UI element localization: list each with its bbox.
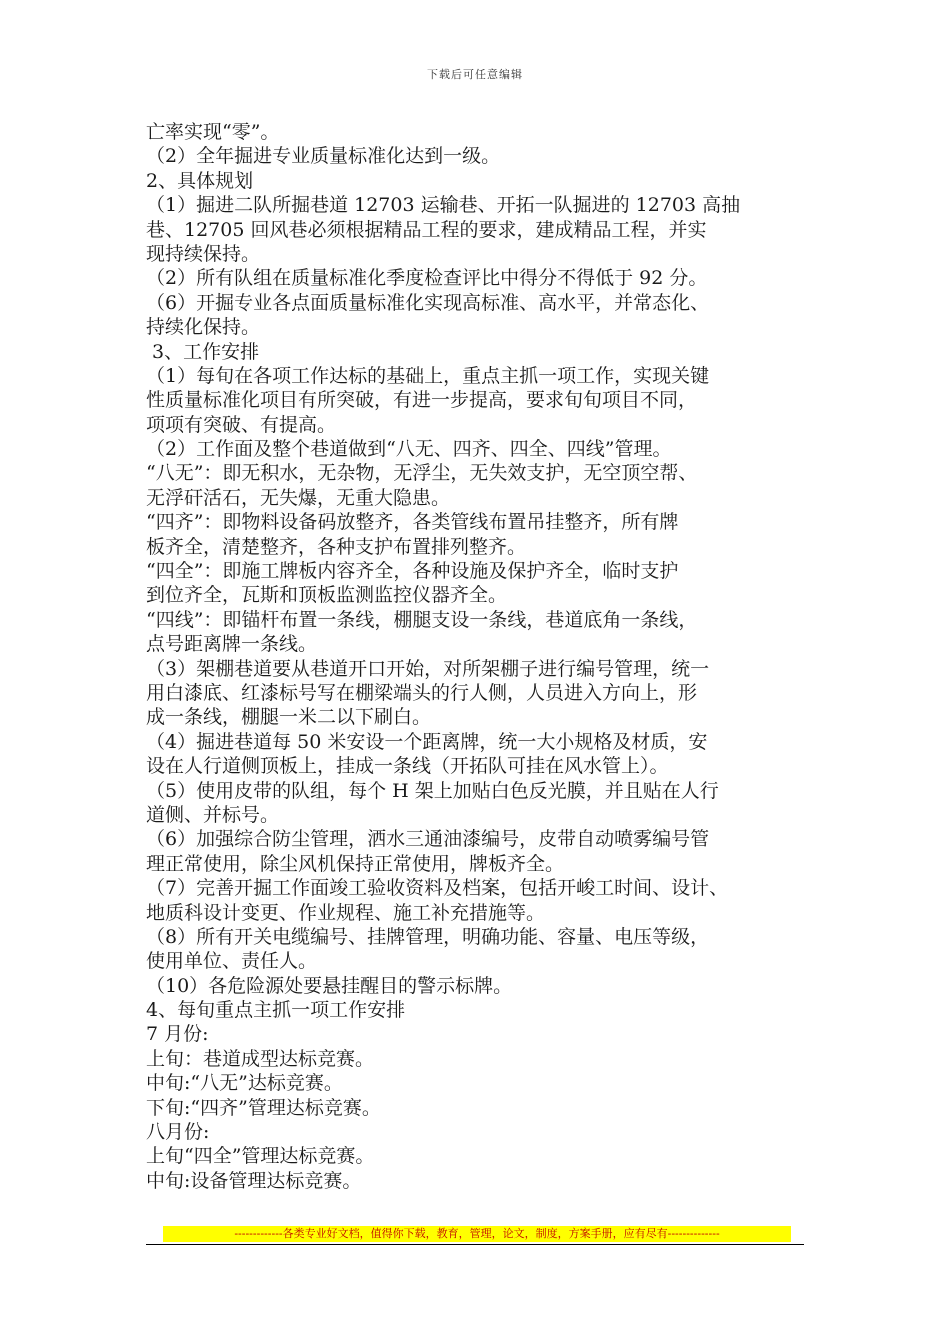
text-line: 项项有突破、有提高。 xyxy=(146,413,337,436)
text-line: 7 月份: xyxy=(146,1023,209,1046)
text-line: 中旬:“八无”达标竞赛。 xyxy=(146,1072,343,1095)
text-line: 现持续保持。 xyxy=(146,242,261,265)
header-note: 下载后可任意编辑 xyxy=(427,68,523,81)
text-line: （1）每旬在各项工作达标的基础上，重点主抓一项工作，实现关键 xyxy=(146,364,710,387)
text-line: “四线”：即锚杆布置一条线，棚腿支设一条线，巷道底角一条线， xyxy=(146,608,698,631)
text-line: 点号距离牌一条线。 xyxy=(146,633,318,656)
text-line: 巷、12705 回风巷必须根据精品工程的要求，建成精品工程，并实 xyxy=(146,218,707,241)
text-line: 成一条线，棚腿一米二以下刷白。 xyxy=(146,706,432,729)
text-line: 用白漆底、红漆标号写在棚梁端头的行人侧，人员进入方向上，形 xyxy=(146,681,698,704)
text-line: （2）工作面及整个巷道做到“八无、四齐、四全、四线”管理。 xyxy=(146,438,672,461)
text-line: 持续化保持。 xyxy=(146,316,261,339)
footer-rule xyxy=(146,1244,804,1245)
text-line: 无浮矸活石，无失爆，无重大隐患。 xyxy=(146,486,451,509)
text-line: 性质量标准化项目有所突破，有进一步提高，要求旬旬项目不同， xyxy=(146,389,698,412)
text-line: 设在人行道侧顶板上，挂成一条线（开拓队可挂在风水管上）。 xyxy=(146,755,669,778)
text-line: 中旬:设备管理达标竞赛。 xyxy=(146,1169,362,1192)
text-line: （2）所有队组在质量标准化季度检查评比中得分不得低于 92 分。 xyxy=(146,267,708,290)
text-line: （3）架棚巷道要从巷道开口开始，对所架棚子进行编号管理，统一 xyxy=(146,657,710,680)
text-line: 4、每旬重点主抓一项工作安排 xyxy=(146,999,406,1022)
text-line: “四全”：即施工牌板内容齐全，各种设施及保护齐全，临时支护 xyxy=(146,560,679,583)
text-line: 理正常使用，除尘风机保持正常使用，牌板齐全。 xyxy=(146,852,565,875)
text-line: 地质科设计变更、作业规程、施工补充措施等。 xyxy=(146,901,546,924)
text-line: 上旬：巷道成型达标竞赛。 xyxy=(146,1047,375,1070)
text-line: 2、具体规划 xyxy=(146,169,254,192)
text-line: 板齐全，清楚整齐，各种支护布置排列整齐。 xyxy=(146,535,527,558)
footer-banner: -------------各类专业好文档，值得你下载，教育，管理，论文，制度，方案手册，应有尽有-------------- xyxy=(163,1226,791,1242)
text-line: 亡率实现“零”。 xyxy=(146,121,280,143)
text-line: 道侧、并标号。 xyxy=(146,803,280,826)
text-line: （2）全年掘进专业质量标准化达到一级。 xyxy=(146,145,501,168)
text-line: （5）使用皮带的队组，每个 H 架上加贴白色反光膜，并且贴在人行 xyxy=(146,779,719,802)
text-line: （8）所有开关电缆编号、挂牌管理，明确功能、容量、电压等级， xyxy=(146,925,710,948)
text-line: （7）完善开掘工作面竣工验收资料及档案，包括开峻工时间、设计、 xyxy=(146,877,729,900)
text-line: （4）掘进巷道每 50 米安设一个距离牌，统一大小规格及材质，安 xyxy=(146,730,708,753)
text-line: 上旬“四全”管理达标竞赛。 xyxy=(146,1145,375,1168)
text-line: 到位齐全，瓦斯和顶板监测监控仪器齐全。 xyxy=(146,584,508,607)
text-line: （6）加强综合防尘管理，洒水三通油漆编号，皮带自动喷雾编号管 xyxy=(146,828,710,851)
document-body xyxy=(146,120,826,1193)
text-line: “八无”：即无积水，无杂物，无浮尘，无失效支护，无空顶空帮、 xyxy=(146,462,698,485)
text-line: 八月份: xyxy=(146,1121,210,1144)
text-line: （1）掘进二队所掘巷道 12703 运输巷、开拓一队掘进的 12703 高抽 xyxy=(146,194,741,217)
text-line: 下旬:“四齐”管理达标竞赛。 xyxy=(146,1096,381,1119)
text-line: （10）各危险源处要悬挂醒目的警示标牌。 xyxy=(146,974,513,997)
text-line: “四齐”：即物料设备码放整齐，各类管线布置吊挂整齐，所有牌 xyxy=(146,511,679,534)
text-line: （6）开掘专业各点面质量标准化实现高标准、高水平，并常态化、 xyxy=(146,291,710,314)
text-line: 使用单位、责任人。 xyxy=(146,950,318,973)
text-line: 3、工作安排 xyxy=(146,340,260,363)
